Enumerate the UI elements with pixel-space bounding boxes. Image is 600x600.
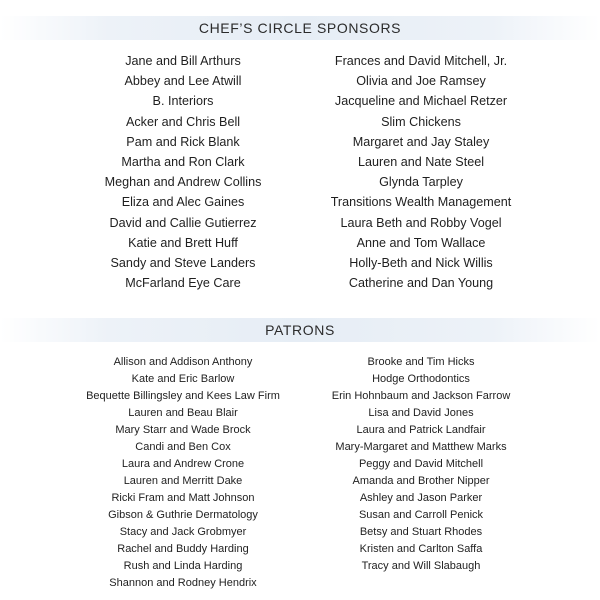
sponsor-name: Jacqueline and Michael Retzer <box>334 94 508 109</box>
patron-name: Ashley and Jason Parker <box>359 492 483 504</box>
patron-name: Kate and Eric Barlow <box>131 373 235 385</box>
patron-name: Candi and Ben Cox <box>135 441 231 453</box>
patron-name: Laura and Andrew Crone <box>121 458 245 470</box>
patron-name: Mary-Margaret and Matthew Marks <box>335 441 507 453</box>
sponsor-name: Slim Chickens <box>381 114 461 129</box>
sponsor-name: Catherine and Dan Young <box>348 276 494 291</box>
patron-name: Hodge Orthodontics <box>372 373 470 385</box>
sponsor-name: Holly-Beth and Nick Willis <box>349 255 493 270</box>
patron-name: Betsy and Stuart Rhodes <box>359 526 483 538</box>
sponsor-name: Laura Beth and Robby Vogel <box>340 215 502 230</box>
sponsor-name: Martha and Ron Clark <box>121 154 245 169</box>
sponsor-name: Lauren and Nate Steel <box>357 154 485 169</box>
sponsor-name: Margaret and Jay Staley <box>352 134 490 149</box>
patron-name: Bequette Billingsley and Kees Law Firm <box>86 390 280 402</box>
sponsor-name: Abbey and Lee Atwill <box>124 74 242 89</box>
sponsor-name: Glynda Tarpley <box>379 175 463 190</box>
patron-name: Lisa and David Jones <box>368 407 474 419</box>
patron-name: Allison and Addison Anthony <box>113 356 253 368</box>
patron-name: Lauren and Merritt Dake <box>123 475 243 487</box>
patron-name: Erin Hohnbaum and Jackson Farrow <box>331 390 511 402</box>
sponsor-name: Anne and Tom Wallace <box>356 235 486 250</box>
patron-name: Amanda and Brother Nipper <box>352 475 490 487</box>
patron-name: Peggy and David Mitchell <box>358 458 484 470</box>
patron-name: Ricki Fram and Matt Johnson <box>111 492 255 504</box>
patron-name: Lauren and Beau Blair <box>128 407 238 419</box>
patron-name: Brooke and Tim Hicks <box>367 356 475 368</box>
sponsor-name: McFarland Eye Care <box>125 276 241 291</box>
patron-name: Shannon and Rodney Hendrix <box>109 577 257 589</box>
patron-name: Tracy and Will Slabaugh <box>361 560 481 572</box>
patron-name: Susan and Carroll Penick <box>358 509 484 521</box>
sponsor-name: David and Callie Gutierrez <box>109 215 257 230</box>
sponsor-name: Meghan and Andrew Collins <box>104 175 262 190</box>
patron-name: Rush and Linda Harding <box>123 560 243 572</box>
sponsors-left-column <box>60 51 306 293</box>
sponsors-right-column <box>298 51 544 293</box>
patrons-left-column <box>60 354 306 592</box>
patron-name: Laura and Patrick Landfair <box>356 424 486 436</box>
sponsor-name: Eliza and Alec Gaines <box>121 195 245 210</box>
patrons-section-header <box>0 318 600 342</box>
sponsors-section-header <box>0 16 600 40</box>
sponsor-name: Pam and Rick Blank <box>126 134 240 149</box>
patron-name: Gibson & Guthrie Dermatology <box>108 509 258 521</box>
patron-name: Kristen and Carlton Saffa <box>359 543 483 555</box>
patrons-right-column <box>298 354 544 575</box>
patron-name: Rachel and Buddy Harding <box>117 543 249 555</box>
patrons-section-title: PATRONS <box>265 322 335 338</box>
sponsor-name: Acker and Chris Bell <box>125 114 241 129</box>
sponsor-name: Transitions Wealth Management <box>330 195 512 210</box>
sponsor-name: Jane and Bill Arthurs <box>125 54 241 68</box>
sponsor-name: Katie and Brett Huff <box>128 235 238 250</box>
patron-name: Stacy and Jack Grobmyer <box>119 526 247 538</box>
sponsor-name: Sandy and Steve Landers <box>110 255 256 270</box>
sponsor-name: Olivia and Joe Ramsey <box>356 74 486 89</box>
patron-name: Mary Starr and Wade Brock <box>115 424 251 436</box>
sponsor-name: Frances and David Mitchell, Jr. <box>334 54 508 68</box>
sponsors-section-title: CHEF’S CIRCLE SPONSORS <box>198 20 402 36</box>
sponsor-name: B. Interiors <box>152 94 214 109</box>
